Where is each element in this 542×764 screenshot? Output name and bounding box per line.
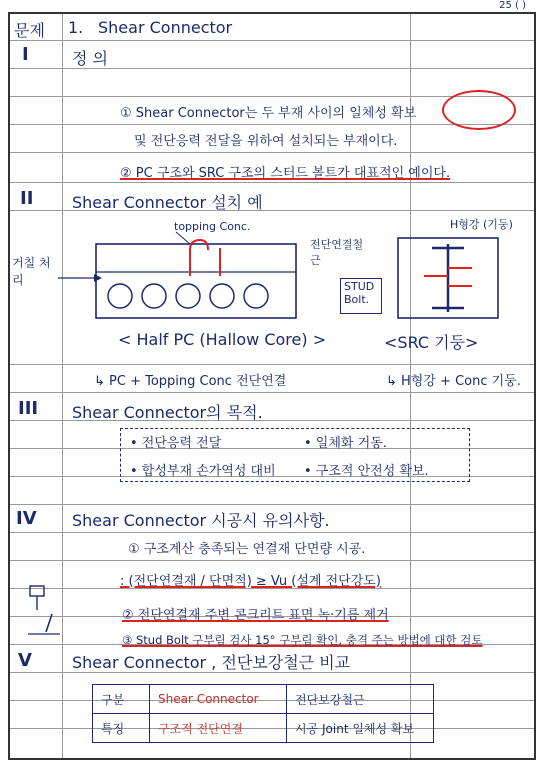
- table-cell: 구분: [93, 685, 150, 714]
- hollow-core: [176, 284, 200, 308]
- section-1-line-1: ① Shear Connector는 두 부재 사이의 일체성 확보: [120, 106, 417, 121]
- section-4-formula: : (전단연결재 / 단면적) ≥ Vu (설계 전단강도): [120, 574, 381, 589]
- hollow-core: [244, 284, 268, 308]
- rule-line: [10, 392, 534, 393]
- rough-treatment-label: 거칠 처리: [12, 256, 51, 287]
- table-cell: 구조적 전단연결: [150, 714, 287, 743]
- section-5-title: Shear Connector , 전단보강철근 비교: [72, 653, 351, 672]
- pc-note: ↳ PC + Topping Conc 전단연결: [94, 374, 287, 389]
- rule-line: [10, 182, 534, 183]
- section-2-title: Shear Connector 설치 예: [72, 193, 263, 212]
- problem-number: 1.: [68, 18, 84, 37]
- rule-line: [10, 40, 534, 41]
- purpose-2: • 일체화 거동.: [304, 436, 387, 451]
- stud-shaft: [46, 614, 52, 632]
- src-caption: <SRC 기둥>: [384, 333, 479, 352]
- topping-label: topping Conc.: [174, 220, 251, 233]
- table-cell: 시공 Joint 일체성 확보: [287, 714, 434, 743]
- section-3-title: Shear Connector의 목적.: [72, 403, 263, 422]
- src-note: ↳ H형강 + Conc 기둥.: [386, 374, 521, 389]
- hollow-core: [210, 284, 234, 308]
- shear-connector-rebar: [190, 240, 208, 276]
- table-row: [93, 714, 434, 743]
- answer-sheet: [8, 12, 536, 760]
- rule-line: [10, 364, 534, 365]
- section-4-line-2: ② 전단연결재 주변 콘크리트 표면 녹·기름 제거: [122, 608, 389, 623]
- section-1-line-3: ② PC 구조와 SRC 구조의 스터드 볼트가 대표적인 예이다.: [120, 166, 451, 181]
- highlight-circle: [442, 90, 516, 130]
- problem-title: Shear Connector: [98, 18, 233, 37]
- stud-hammer-doodle: [24, 580, 64, 640]
- purpose-4: • 구조적 안전성 확보.: [304, 464, 429, 479]
- section-4-title: Shear Connector 시공시 유의사항.: [72, 511, 330, 530]
- stud-bolt-label: STUD Bolt.: [344, 280, 375, 306]
- section-1-number: I: [22, 44, 29, 65]
- rule-line: [10, 504, 534, 505]
- hollow-core: [108, 284, 132, 308]
- src-column-sketch: [392, 228, 512, 328]
- hollow-core: [142, 284, 166, 308]
- page-number: 25 ( ): [499, 0, 526, 11]
- purpose-1: • 전단응력 전달: [130, 436, 222, 451]
- table-cell: 전단보강철근: [287, 685, 434, 714]
- rule-line: [10, 560, 534, 561]
- section-4-number: IV: [16, 508, 37, 529]
- rule-line: [10, 152, 534, 153]
- section-4-line-1: ① 구조계산 충족되는 연결재 단면량 시공.: [128, 542, 366, 557]
- hammer-head: [30, 586, 44, 596]
- section-3-number: III: [18, 398, 39, 419]
- section-1-title: 정 의: [72, 49, 108, 68]
- table-row: [93, 685, 434, 714]
- h-steel-label: H형강 (기둥): [450, 218, 513, 231]
- section-4-line-3: ③ Stud Bolt 구부림 검사 15° 구부림 확인, 충격 주는 방법에 대한 검토: [122, 633, 483, 647]
- connector-rebar-label: 전단연결철근: [310, 238, 364, 267]
- rule-line: [10, 532, 534, 533]
- table-cell: Shear Connector: [150, 685, 287, 714]
- topping-arrow: [176, 232, 190, 244]
- purpose-3: • 합성부재 손가역성 대비: [130, 464, 276, 479]
- problem-label: 문제: [14, 21, 45, 40]
- section-2-number: II: [20, 188, 34, 209]
- section-1-line-2: 및 전단응력 전달을 위하여 설치되는 부재이다.: [134, 134, 398, 149]
- table-cell: 특징: [93, 714, 150, 743]
- comparison-table: [92, 684, 434, 743]
- section-5-number: V: [18, 650, 32, 671]
- margin-line: [62, 14, 63, 758]
- arrow-head: [94, 274, 102, 282]
- pc-caption: < Half PC (Hallow Core) >: [118, 330, 327, 349]
